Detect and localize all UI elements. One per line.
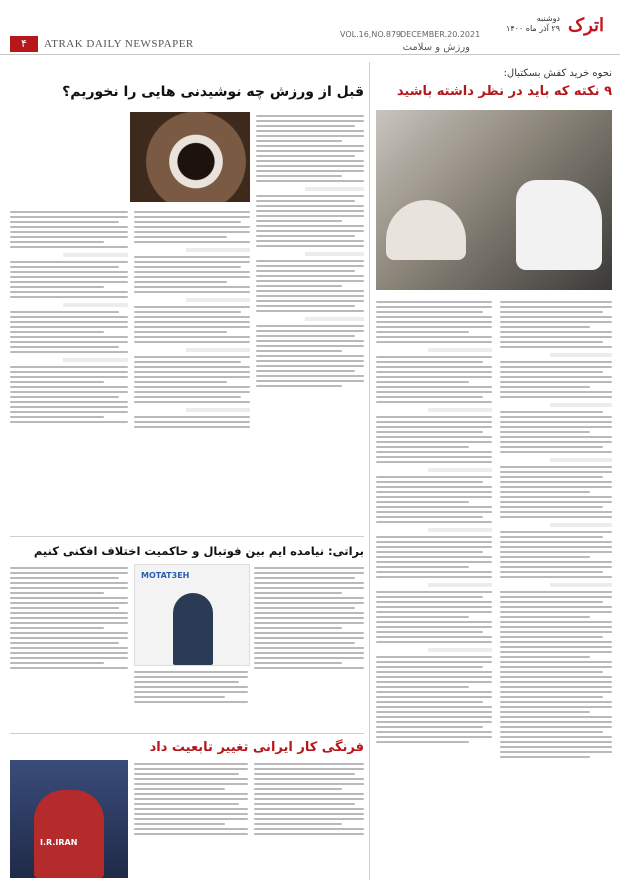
shoes-body-col-1 [500, 298, 612, 873]
football-body-col-3 [10, 564, 128, 726]
football-body-col-1 [254, 564, 364, 726]
shoes-article [376, 62, 612, 880]
shoes-kicker: نحوه خرید کفش بسکتبال: [503, 68, 612, 79]
shoe-left-shape [386, 200, 466, 260]
volume-label: VOL.16,NO.879 [340, 30, 402, 39]
coffee-body-col-1 [256, 112, 364, 530]
page-header [0, 0, 620, 53]
coffee-photo [130, 112, 250, 202]
header-rule [0, 54, 620, 55]
football-photo [134, 564, 250, 666]
coffee-body-col-3 [10, 208, 128, 530]
football-sign-text: MOTAT3EH [141, 571, 190, 580]
column-divider [369, 62, 370, 880]
wrestler-shape [34, 790, 104, 878]
section-title: ورزش و سلامت [402, 42, 470, 53]
shoe-right-shape [516, 180, 602, 270]
section-rule-1 [10, 536, 364, 537]
coffee-article [10, 62, 364, 532]
section-rule-2 [10, 733, 364, 734]
shoes-body-col-2 [376, 298, 492, 873]
coffee-title: قبل از ورزش چه نوشیدنی هایی را نخوریم؟ [62, 84, 364, 100]
shoes-title: ۹ نکته که باید در نظر داشته باشید [396, 84, 612, 99]
paper-name: ATRAK DAILY NEWSPAPER [44, 38, 194, 50]
date-en: DECEMBER.20.2021 [400, 30, 481, 39]
wrestling-jersey-text: I.R.IRAN [40, 838, 78, 847]
wrestling-body-col-2 [134, 760, 248, 878]
coffee-body-col-2 [134, 208, 250, 530]
wrestling-photo [10, 760, 128, 878]
football-body-col-2 [134, 668, 248, 726]
date-fa: ۲۹ آذر ماه ۱۴۰۰ [506, 24, 560, 33]
football-title: براتی: نیامده ایم بین فوتبال و حاکمیت اختلاف افکنی کنیم [33, 544, 364, 558]
wrestling-title: فرنگی کار ایرانی تغییر تابعیت داد [149, 740, 364, 755]
day-fa: دوشنبه [536, 14, 560, 23]
wrestling-body-col-1 [254, 760, 364, 878]
page-number-tab: ۴ [10, 36, 38, 52]
shoes-photo [376, 110, 612, 290]
football-article [10, 540, 364, 730]
newspaper-logo: اترک [567, 15, 605, 36]
football-person-shape [173, 593, 213, 665]
wrestling-article [10, 736, 364, 880]
